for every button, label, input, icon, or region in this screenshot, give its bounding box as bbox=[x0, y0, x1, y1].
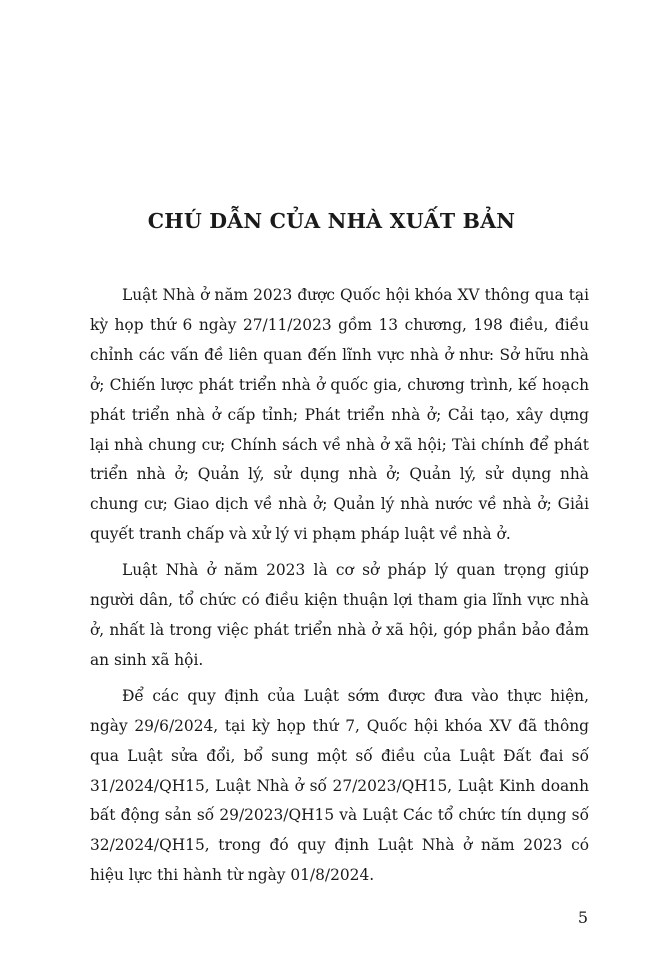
paragraph-1: Luật Nhà ở năm 2023 được Quốc hội khóa XV thông qua tại kỳ họp thứ 6 ngày 27/11/2023 gồm 13 chương, 198 điều, điều chỉnh các vấn đề liên quan đến lĩnh vực nhà ở như: Sở hữu nhà ở; Chiến lược phát triển nhà ở quốc gia, chương trình, kế hoạch phát triển nhà ở cấp tỉnh; Phát triển nhà ở; Cải tạo, xây dựng lại nhà chung cư; Chính sách về nhà ở xã hội; Tài chính để phát triển nhà ở; Quản lý, sử dụng nhà ở; Quản lý, sử dụng nhà chung cư; Giao dịch về nhà ở; Quản lý nhà nước về nhà ở; Giải quyết tranh chấp và xử lý vi phạm pháp luật về nhà ở. bbox=[90, 286, 589, 544]
body-text bbox=[90, 281, 589, 897]
page-number: 5 bbox=[577, 908, 588, 927]
paragraph-3: Để các quy định của Luật sớm được đưa vào thực hiện, ngày 29/6/2024, tại kỳ họp thứ 7, Quốc hội khóa XV đã thông qua Luật sửa đổi, bổ sung một số điều của Luật Đất đai số 31/2024/QH15, Luật Nhà ở số 27/2023/QH15, Luật Kinh doanh bất động sản số 29/2023/QH15 và Luật Các tổ chức tín dụng số 32/2024/QH15, trong đó quy định Luật Nhà ở năm 2023 có hiệu lực thi hành từ ngày 01/8/2024. bbox=[90, 686, 589, 885]
paragraph-2: Luật Nhà ở năm 2023 là cơ sở pháp lý quan trọng giúp người dân, tổ chức có điều kiện thuận lợi tham gia lĩnh vực nhà ở, nhất là trong việc phát triển nhà ở xã hội, góp phần bảo đảm an sinh xã hội. bbox=[90, 561, 589, 669]
page-title: CHÚ DẪN CỦA NHÀ XUẤT BẢN bbox=[147, 209, 516, 233]
